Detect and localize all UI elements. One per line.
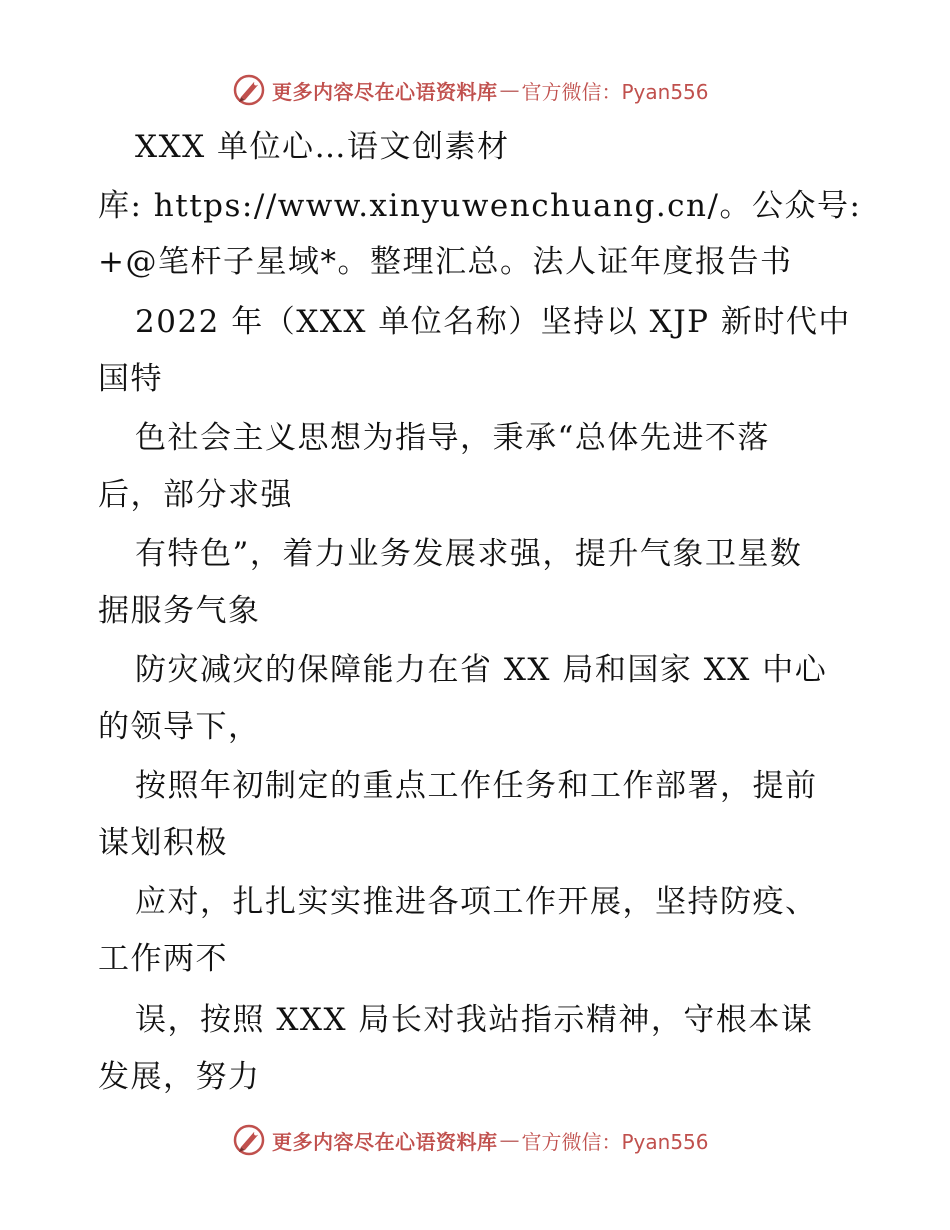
header-banner-main-text: 更多内容尽在心语资料库 bbox=[272, 79, 498, 104]
pen-logo-icon bbox=[232, 73, 266, 107]
header-banner-separator: — bbox=[499, 78, 520, 102]
body-line: 2022 年（XXX 单位名称）坚持以 XJP 新时代中 bbox=[135, 304, 851, 340]
body-line: 应对，扎扎实实推进各项工作开展，坚持防疫、 bbox=[135, 884, 818, 920]
footer-banner bbox=[232, 1120, 722, 1160]
body-line: 色社会主义思想为指导，秉承“总体先进不落 bbox=[135, 420, 770, 456]
footer-banner-wechat-text: 官方微信：Pyan556 bbox=[521, 1129, 709, 1154]
body-line: +@笔杆子星域*。整理汇总。法人证年度报告书 bbox=[98, 244, 793, 280]
body-line: 后，部分求强 bbox=[98, 477, 293, 513]
body-line: 误，按照 XXX 局长对我站指示精神，守根本谋 bbox=[135, 1002, 814, 1038]
body-line: 按照年初制定的重点工作任务和工作部署，提前 bbox=[135, 768, 818, 804]
header-banner-wechat-text: 官方微信：Pyan556 bbox=[521, 79, 709, 104]
pen-logo-icon bbox=[232, 1123, 266, 1157]
header-banner bbox=[232, 70, 722, 110]
body-line: 的领导下， bbox=[98, 709, 261, 745]
body-line: XXX 单位心…语文创素材 bbox=[135, 129, 510, 165]
body-line: 防灾减灾的保障能力在省 XX 局和国家 XX 中心 bbox=[135, 652, 828, 688]
body-line: 发展，努力 bbox=[98, 1059, 261, 1095]
body-line: 谋划积极 bbox=[98, 825, 228, 861]
body-line: 国特 bbox=[98, 361, 163, 397]
body-line: 工作两不 bbox=[98, 941, 228, 977]
footer-banner-separator: — bbox=[499, 1128, 520, 1152]
body-line: 有特色”，着力业务发展求强，提升气象卫星数 bbox=[135, 536, 803, 572]
footer-banner-main-text: 更多内容尽在心语资料库 bbox=[272, 1129, 498, 1154]
body-line: 据服务气象 bbox=[98, 593, 261, 629]
body-line: 库: https://www.xinyuwenchuang.cn/。公众号: bbox=[98, 188, 862, 224]
